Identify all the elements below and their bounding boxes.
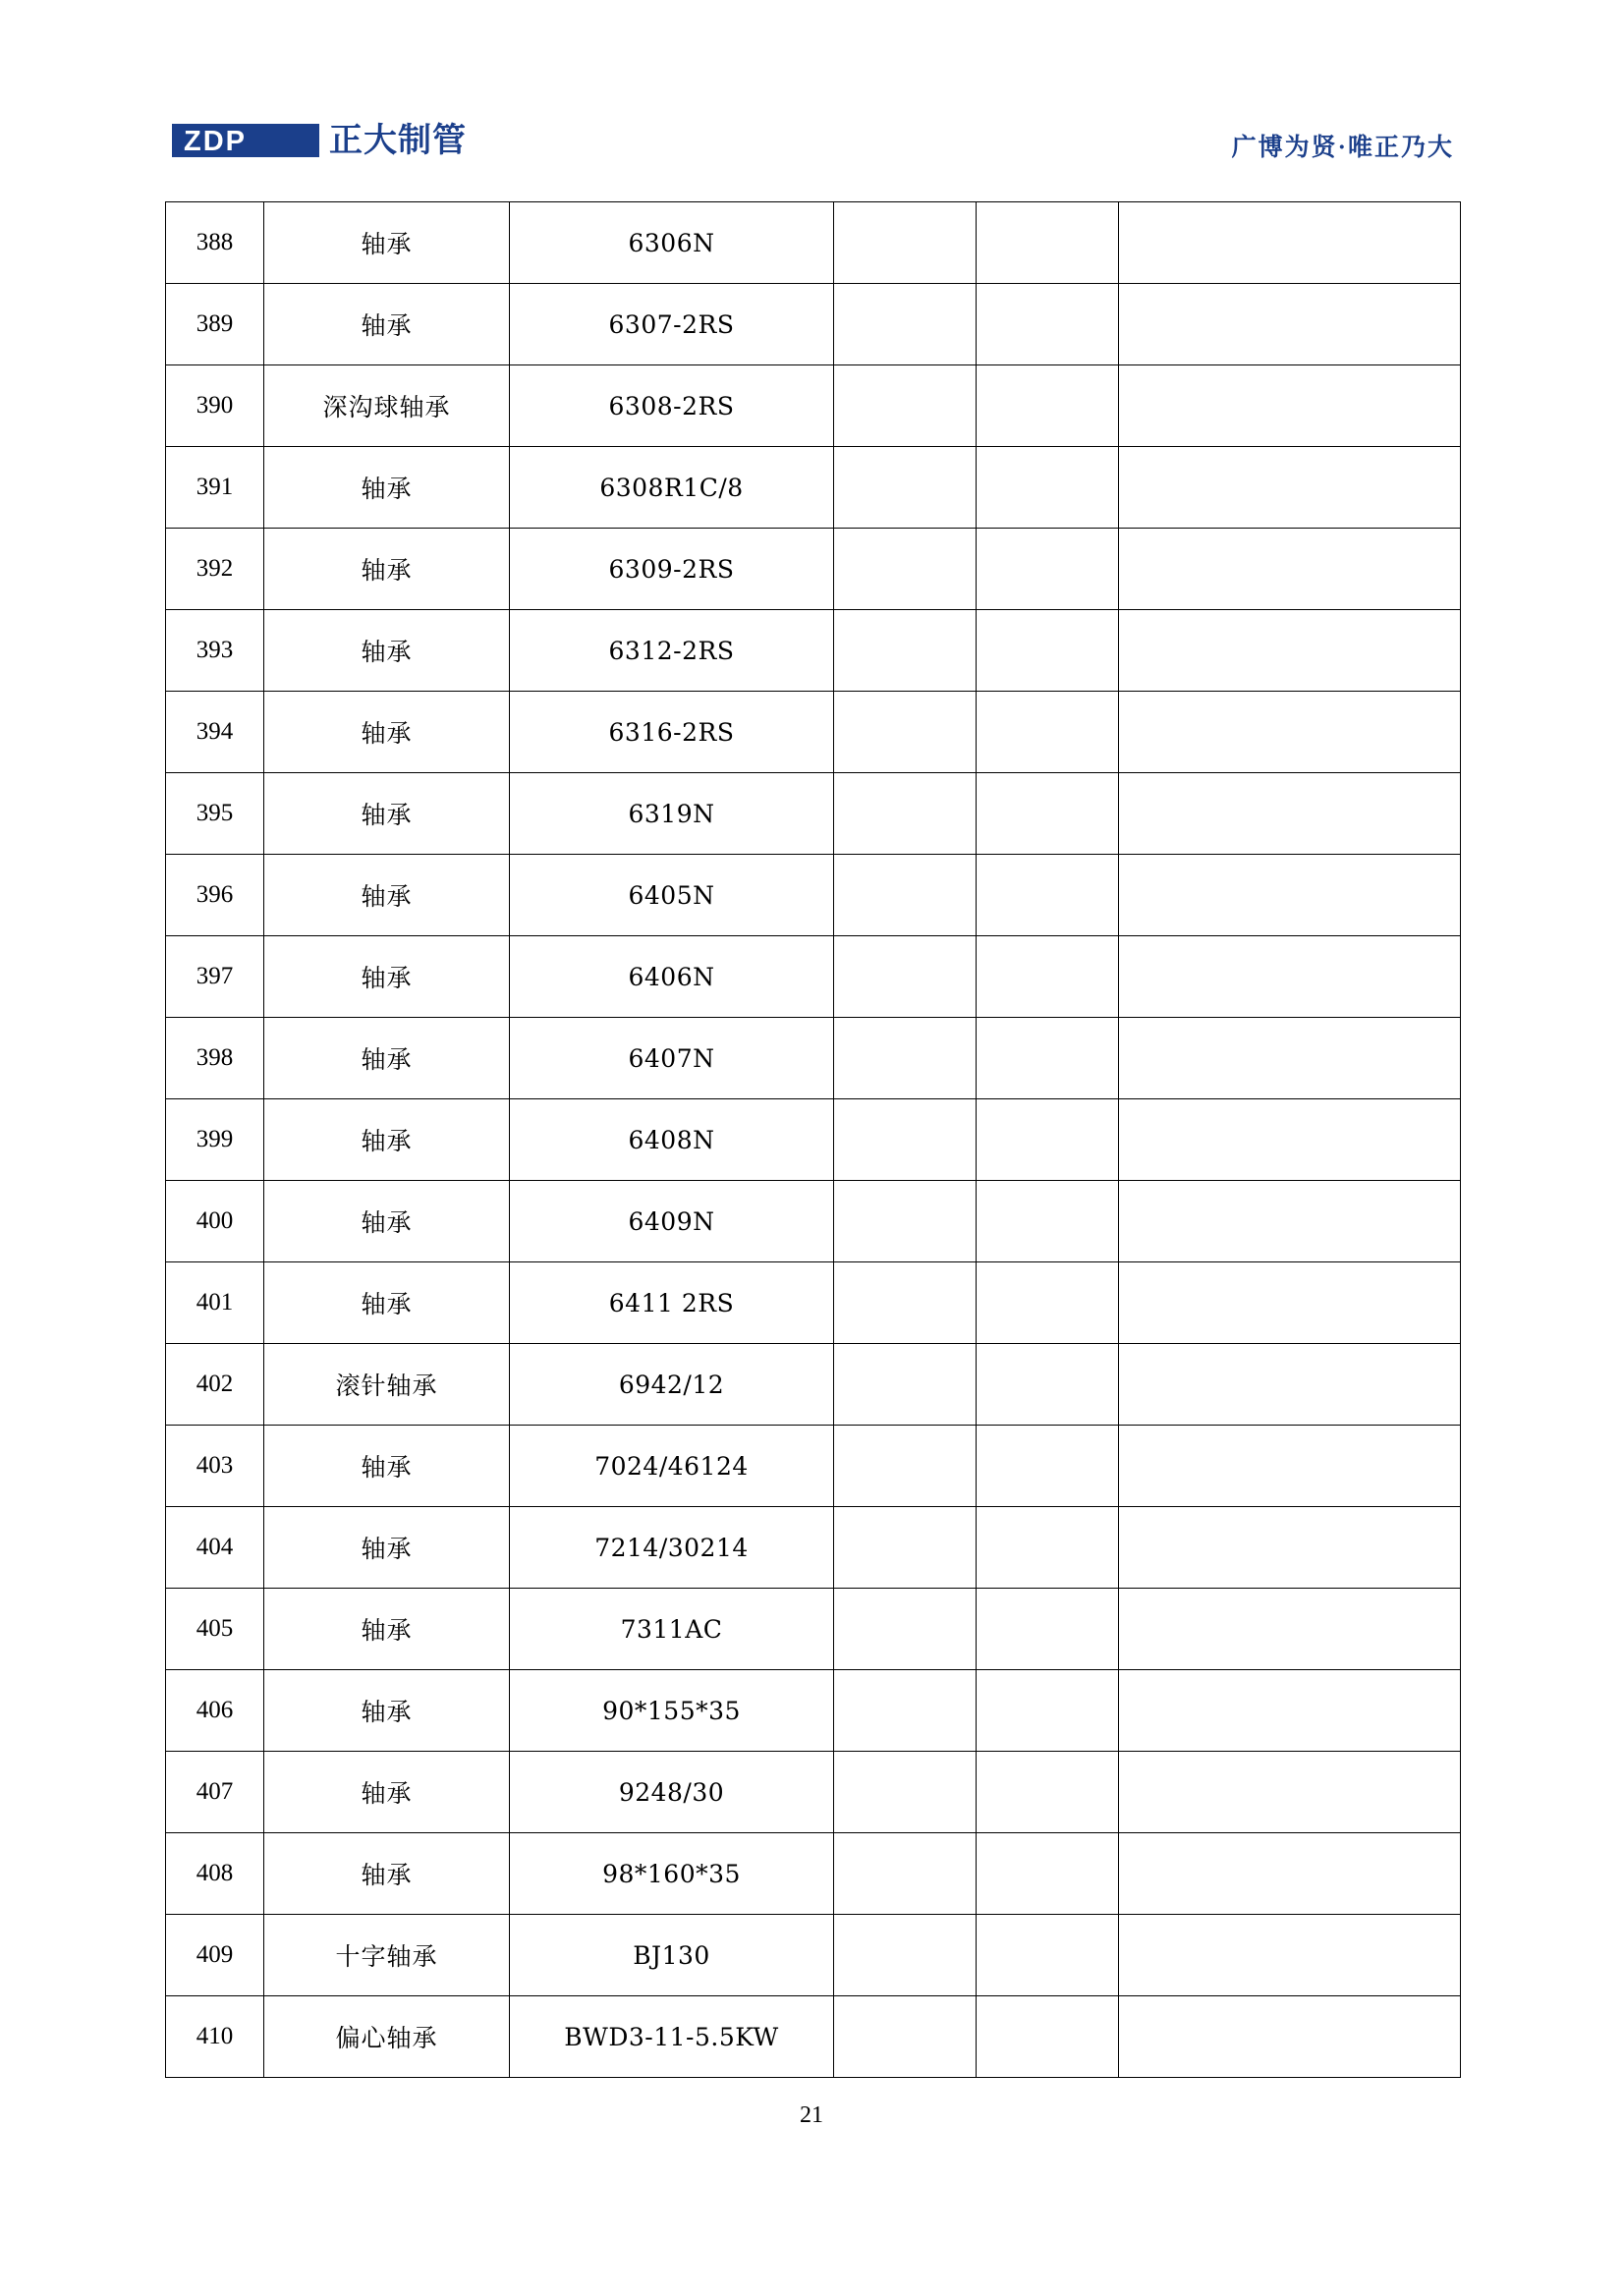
cell-col5 — [977, 1507, 1119, 1589]
cell-name: 轴承 — [264, 936, 510, 1018]
cell-no: 398 — [166, 1018, 264, 1099]
cell-no: 396 — [166, 855, 264, 936]
cell-col5 — [977, 1018, 1119, 1099]
cell-col5 — [977, 1915, 1119, 1996]
cell-col5 — [977, 284, 1119, 365]
cell-col4 — [834, 1018, 977, 1099]
cell-col6 — [1119, 936, 1461, 1018]
cell-col4 — [834, 1589, 977, 1670]
cell-name: 十字轴承 — [264, 1915, 510, 1996]
cell-spec: 7311AC — [510, 1589, 834, 1670]
cell-col4 — [834, 1099, 977, 1181]
company-logo — [172, 120, 467, 161]
cell-col5 — [977, 1181, 1119, 1262]
cell-no: 388 — [166, 202, 264, 284]
table-row — [166, 202, 1461, 284]
cell-col6 — [1119, 1344, 1461, 1426]
cell-no: 409 — [166, 1915, 264, 1996]
cell-name: 轴承 — [264, 692, 510, 773]
cell-spec: 6409N — [510, 1181, 834, 1262]
cell-col6 — [1119, 529, 1461, 610]
table-row — [166, 1344, 1461, 1426]
cell-col5 — [977, 1752, 1119, 1833]
cell-name: 轴承 — [264, 202, 510, 284]
cell-no: 405 — [166, 1589, 264, 1670]
cell-col5 — [977, 1996, 1119, 2078]
cell-col5 — [977, 1670, 1119, 1752]
cell-name: 轴承 — [264, 447, 510, 529]
cell-col6 — [1119, 610, 1461, 692]
cell-no: 391 — [166, 447, 264, 529]
table-row — [166, 936, 1461, 1018]
cell-col4 — [834, 610, 977, 692]
cell-name: 轴承 — [264, 529, 510, 610]
cell-col5 — [977, 1344, 1119, 1426]
cell-col6 — [1119, 1507, 1461, 1589]
cell-col6 — [1119, 1018, 1461, 1099]
cell-col6 — [1119, 1915, 1461, 1996]
cell-spec: 7214/30214 — [510, 1507, 834, 1589]
cell-col6 — [1119, 447, 1461, 529]
cell-col4 — [834, 1181, 977, 1262]
cell-col5 — [977, 773, 1119, 855]
table-row — [166, 529, 1461, 610]
zdp-logo-icon — [172, 120, 319, 161]
parts-table — [165, 201, 1461, 2078]
table-row — [166, 1099, 1461, 1181]
table-row — [166, 1996, 1461, 2078]
cell-spec: 6307-2RS — [510, 284, 834, 365]
cell-name: 滚针轴承 — [264, 1344, 510, 1426]
cell-name: 轴承 — [264, 610, 510, 692]
table-row — [166, 610, 1461, 692]
cell-no: 392 — [166, 529, 264, 610]
cell-name: 轴承 — [264, 1262, 510, 1344]
cell-col5 — [977, 855, 1119, 936]
cell-name: 轴承 — [264, 1833, 510, 1915]
table-row — [166, 1426, 1461, 1507]
cell-col6 — [1119, 1670, 1461, 1752]
cell-no: 410 — [166, 1996, 264, 2078]
cell-col4 — [834, 1426, 977, 1507]
cell-spec: 6408N — [510, 1099, 834, 1181]
cell-spec: BJ130 — [510, 1915, 834, 1996]
cell-col6 — [1119, 1996, 1461, 2078]
cell-col4 — [834, 1833, 977, 1915]
cell-no: 403 — [166, 1426, 264, 1507]
cell-spec: 6308R1C/8 — [510, 447, 834, 529]
cell-no: 389 — [166, 284, 264, 365]
cell-col4 — [834, 1996, 977, 2078]
table-row — [166, 1181, 1461, 1262]
table-row — [166, 1752, 1461, 1833]
cell-col4 — [834, 1507, 977, 1589]
cell-col4 — [834, 447, 977, 529]
cell-no: 406 — [166, 1670, 264, 1752]
table-row — [166, 447, 1461, 529]
cell-col4 — [834, 773, 977, 855]
table-row — [166, 1507, 1461, 1589]
cell-no: 395 — [166, 773, 264, 855]
table-row — [166, 1915, 1461, 1996]
page-number: 21 — [800, 2102, 823, 2128]
cell-name: 轴承 — [264, 773, 510, 855]
cell-col5 — [977, 529, 1119, 610]
cell-col4 — [834, 855, 977, 936]
cell-spec: 6308-2RS — [510, 365, 834, 447]
parts-table-container — [165, 201, 1460, 2078]
document-header — [172, 120, 1454, 179]
cell-spec: 9248/30 — [510, 1752, 834, 1833]
table-row — [166, 365, 1461, 447]
table-row — [166, 1589, 1461, 1670]
cell-col4 — [834, 529, 977, 610]
table-row — [166, 855, 1461, 936]
cell-name: 轴承 — [264, 1670, 510, 1752]
cell-col4 — [834, 1915, 977, 1996]
cell-col6 — [1119, 1752, 1461, 1833]
cell-name: 轴承 — [264, 1752, 510, 1833]
cell-spec: 6407N — [510, 1018, 834, 1099]
cell-col4 — [834, 365, 977, 447]
cell-name: 轴承 — [264, 1181, 510, 1262]
cell-col5 — [977, 365, 1119, 447]
cell-col6 — [1119, 1262, 1461, 1344]
cell-col6 — [1119, 773, 1461, 855]
cell-col4 — [834, 936, 977, 1018]
cell-col5 — [977, 1426, 1119, 1507]
cell-no: 397 — [166, 936, 264, 1018]
table-row — [166, 1670, 1461, 1752]
table-row — [166, 284, 1461, 365]
cell-no: 408 — [166, 1833, 264, 1915]
cell-name: 轴承 — [264, 1018, 510, 1099]
cell-col5 — [977, 936, 1119, 1018]
cell-name: 轴承 — [264, 855, 510, 936]
cell-spec: 6312-2RS — [510, 610, 834, 692]
cell-spec: 6316-2RS — [510, 692, 834, 773]
cell-no: 404 — [166, 1507, 264, 1589]
cell-col5 — [977, 1833, 1119, 1915]
cell-name: 轴承 — [264, 1589, 510, 1670]
cell-spec: 6406N — [510, 936, 834, 1018]
cell-no: 400 — [166, 1181, 264, 1262]
table-row — [166, 1833, 1461, 1915]
svg-text:ZDP: ZDP — [184, 126, 247, 157]
cell-spec: BWD3-11-5.5KW — [510, 1996, 834, 2078]
cell-col5 — [977, 1262, 1119, 1344]
cell-col6 — [1119, 1181, 1461, 1262]
table-row — [166, 1262, 1461, 1344]
cell-col6 — [1119, 1589, 1461, 1670]
cell-no: 401 — [166, 1262, 264, 1344]
cell-spec: 6309-2RS — [510, 529, 834, 610]
table-row — [166, 1018, 1461, 1099]
cell-col4 — [834, 284, 977, 365]
cell-col4 — [834, 692, 977, 773]
cell-no: 407 — [166, 1752, 264, 1833]
table-row — [166, 692, 1461, 773]
parts-table-body — [166, 202, 1461, 2078]
cell-col6 — [1119, 1833, 1461, 1915]
cell-no: 393 — [166, 610, 264, 692]
cell-col6 — [1119, 692, 1461, 773]
cell-col5 — [977, 1589, 1119, 1670]
cell-spec: 6319N — [510, 773, 834, 855]
cell-spec: 6306N — [510, 202, 834, 284]
cell-name: 轴承 — [264, 1099, 510, 1181]
cell-col4 — [834, 1752, 977, 1833]
cell-col5 — [977, 692, 1119, 773]
cell-no: 390 — [166, 365, 264, 447]
cell-spec: 7024/46124 — [510, 1426, 834, 1507]
cell-col4 — [834, 1670, 977, 1752]
company-name: 正大制管 — [329, 122, 467, 159]
cell-col5 — [977, 1099, 1119, 1181]
cell-col6 — [1119, 284, 1461, 365]
cell-col6 — [1119, 1426, 1461, 1507]
cell-no: 399 — [166, 1099, 264, 1181]
cell-no: 402 — [166, 1344, 264, 1426]
cell-name: 轴承 — [264, 1426, 510, 1507]
cell-col6 — [1119, 202, 1461, 284]
cell-spec: 98*160*35 — [510, 1833, 834, 1915]
cell-name: 偏心轴承 — [264, 1996, 510, 2078]
cell-no: 394 — [166, 692, 264, 773]
cell-col4 — [834, 1344, 977, 1426]
cell-col5 — [977, 610, 1119, 692]
cell-spec: 90*155*35 — [510, 1670, 834, 1752]
cell-spec: 6405N — [510, 855, 834, 936]
cell-spec: 6411 2RS — [510, 1262, 834, 1344]
cell-col6 — [1119, 365, 1461, 447]
cell-col6 — [1119, 1099, 1461, 1181]
company-slogan: 广博为贤·唯正乃大 — [1231, 135, 1454, 161]
cell-col4 — [834, 202, 977, 284]
table-row — [166, 773, 1461, 855]
cell-col5 — [977, 447, 1119, 529]
cell-name: 深沟球轴承 — [264, 365, 510, 447]
cell-name: 轴承 — [264, 284, 510, 365]
cell-name: 轴承 — [264, 1507, 510, 1589]
cell-spec: 6942/12 — [510, 1344, 834, 1426]
cell-col6 — [1119, 855, 1461, 936]
cell-col5 — [977, 202, 1119, 284]
cell-col4 — [834, 1262, 977, 1344]
